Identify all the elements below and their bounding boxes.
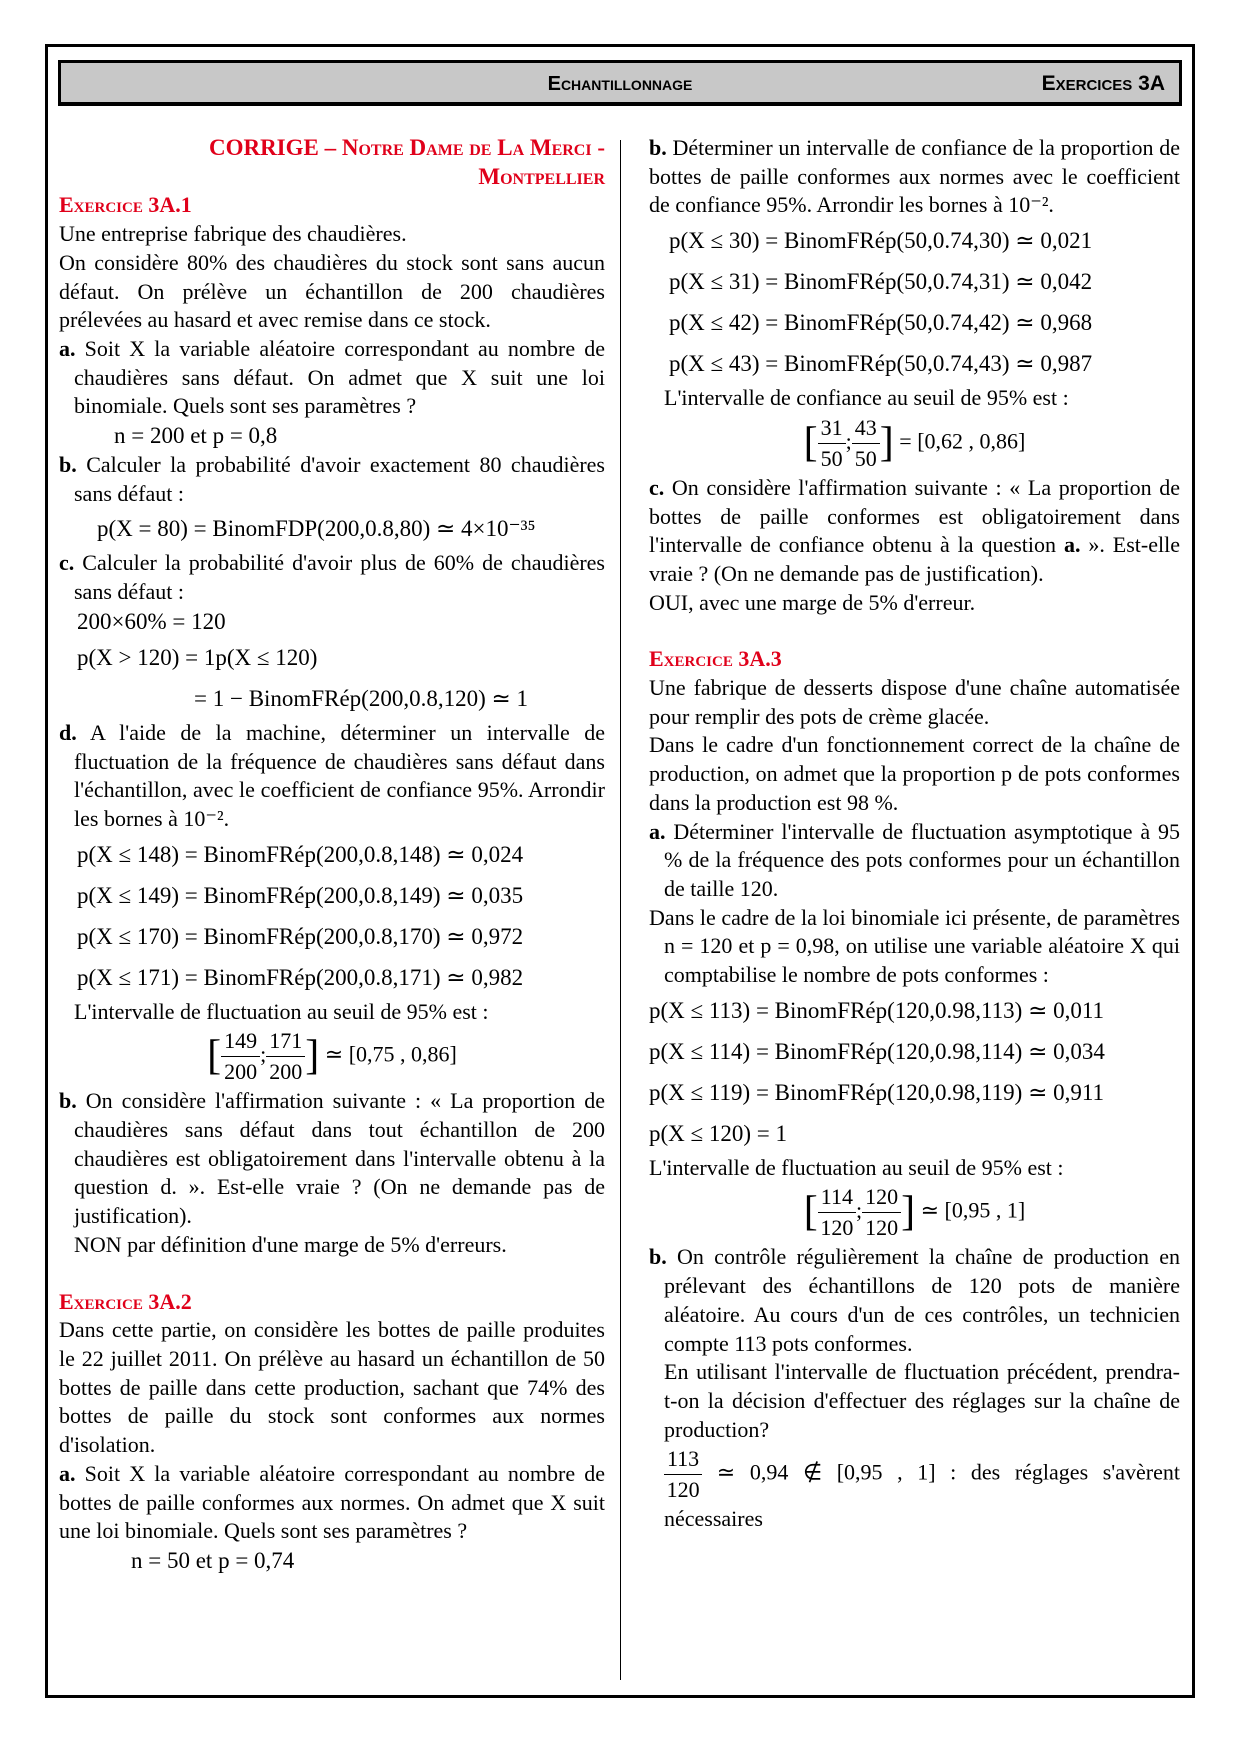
formula: p(X ≤ 149) = BinomFRép(200,0.8,149) ≃ 0,035 xyxy=(77,882,524,908)
denominator: 200 xyxy=(224,1059,258,1085)
left-column xyxy=(59,134,605,1576)
answer: OUI, avec une marge de 5% d'erreur. xyxy=(649,589,976,615)
paragraph: On considère 80% des chaudières du stock sont sans aucun défaut. On prélève un échantillon de 200 chaudières prélevées au hasard et avec remise dans ce stock. xyxy=(59,249,605,333)
header-chapter: Echantillonnage xyxy=(547,73,693,95)
answer xyxy=(649,1444,1180,1534)
right-column xyxy=(649,134,1180,1534)
label: b. xyxy=(59,452,77,478)
label: a. xyxy=(649,818,666,844)
question-text: Déterminer l'intervalle de fluctuation asymptotique à 95 % de la fréquence des pots conformes pour un échantillon de taille 120. xyxy=(664,818,1180,901)
exercise-heading: Exercice 3A.3 xyxy=(649,646,782,672)
interval-formula: [ $\frac{114}{120}$ ; $\frac{120}{120}$ ] ≃ [0,95 , 1] xyxy=(649,1182,1180,1243)
exercise-heading: Exercice 3A.2 xyxy=(59,1288,192,1314)
interval-formula: [ $\frac{149}{200}$ ; $\frac{171}{200}$ ] ≃ [0,75 , 0,86] xyxy=(59,1026,605,1087)
numerator: 149 xyxy=(221,1026,260,1057)
question-b xyxy=(59,451,605,508)
interval-result: = [0,62 , 0,86] xyxy=(899,428,1026,454)
question-text: Soit X la variable aléatoire correspondant au nombre de bottes de paille conformes aux normes. On admet que X suit une loi binomiale. Quels sont ses paramètres ? xyxy=(59,1460,605,1544)
paragraph: L'intervalle de confiance au seuil de 95% est : xyxy=(664,385,1069,411)
interval-result: ≃ [0,75 , 0,86] xyxy=(324,1041,457,1067)
answer: NON par définition d'une marge de 5% d'erreurs. xyxy=(74,1231,507,1257)
paragraph: L'intervalle de fluctuation au seuil de 95% est : xyxy=(74,998,489,1024)
formula: p(X ≤ 42) = BinomFRép(50,0.74,42) ≃ 0,968 xyxy=(669,310,1093,336)
question-c xyxy=(59,549,605,606)
label: a. xyxy=(59,335,76,361)
formula: = 1 − BinomFRép(200,0.8,120) ≃ 1 xyxy=(194,685,528,711)
denominator: 200 xyxy=(269,1059,303,1085)
interval-formula: [ $\frac{31}{50}$ ; $\frac{43}{50}$ ] = [0,62 , 0,86] xyxy=(649,413,1180,474)
question-text: On considère l'affirmation suivante : « La proportion de chaudières sans défaut dans tout échantillon de 200 chaudières est obligatoirement dans l'intervalle obtenu à la question d. ». Est-elle vraie ? (On ne demande pas de justification). xyxy=(74,1088,606,1229)
label: d. xyxy=(59,719,77,745)
question-e xyxy=(59,1087,605,1231)
formula: n = 200 et p = 0,8 xyxy=(114,423,278,449)
numerator: 43 xyxy=(852,413,880,444)
interval-result: ≃ [0,95 , 1] xyxy=(920,1198,1026,1224)
header-section: Exercices 3A xyxy=(1041,72,1165,95)
denominator: 120 xyxy=(865,1215,899,1241)
question-text: Calculer la probabilité d'avoir exactement 80 chaudières sans défaut : xyxy=(74,452,605,506)
question-text: Déterminer un intervalle de confiance de la proportion de bottes de paille conformes aux normes avec le coefficient de confiance 95%. Arrondir les bornes à 10⁻². xyxy=(649,135,1180,218)
question-text: On contrôle régulièrement la chaîne de production en prélevant des échantillons de 120 pots de manière aléatoire. Au cours d'un de ces contrôles, un technicien compte 113 pots conformes. xyxy=(664,1244,1180,1356)
numerator: 120 xyxy=(862,1182,901,1213)
formula: p(X > 120) = 1p(X ≤ 120) xyxy=(77,644,318,670)
denominator: 120 xyxy=(666,1477,700,1503)
numerator: 171 xyxy=(266,1026,305,1057)
question-ref: a. xyxy=(1063,532,1081,558)
paragraph: Une fabrique de desserts dispose d'une chaîne automatisée pour remplir des pots de crème glacée. xyxy=(649,675,1180,729)
formula: 200×60% = 120 xyxy=(77,608,226,634)
question-a xyxy=(59,1460,605,1546)
paragraph: Dans le cadre de la loi binomiale ici présente, de paramètres n = 120 et p = 0,98, on utilise une variable aléatoire X qui comptabilise le nombre de pots conformes : xyxy=(649,904,1180,988)
formula: p(X ≤ 171) = BinomFRép(200,0.8,171) ≃ 0,982 xyxy=(77,964,524,990)
page-header xyxy=(58,60,1182,106)
question-d xyxy=(59,719,605,834)
paragraph: Une entreprise fabrique des chaudières. xyxy=(59,221,407,247)
numerator: 114 xyxy=(818,1182,856,1213)
paragraph: En utilisant l'intervalle de fluctuation précédent, prendra-t-on la décision d'effectuer des réglages sur la chaîne de production? xyxy=(664,1359,1180,1442)
question-text: On considère l'affirmation suivante : « La proportion de bottes de paille conformes est obligatoirement dans l'intervalle de confiance obtenu à la question xyxy=(649,474,1181,558)
formula: p(X ≤ 170) = BinomFRép(200,0.8,170) ≃ 0,972 xyxy=(77,923,524,949)
question-a xyxy=(649,818,1180,904)
question-text: A l'aide de la machine, déterminer un intervalle de fluctuation de la fréquence de chaudières sans défaut dans l'échantillon, avec le coefficient de confiance 95%. Arrondir les bornes à 10⁻². xyxy=(74,719,605,831)
answer-text: ≃ 0,94 ∉ [0,95 , 1] : des réglages s'avèrent nécessaires xyxy=(664,1459,1180,1532)
formula: p(X ≤ 120) = 1 xyxy=(649,1120,788,1146)
formula: p(X ≤ 113) = BinomFRép(120,0.98,113) ≃ 0,011 xyxy=(649,997,1105,1023)
paragraph: L'intervalle de fluctuation au seuil de 95% est : xyxy=(649,1154,1064,1180)
formula: p(X = 80) = BinomFDP(200,0.8,80) ≃ 4×10⁻³⁵ xyxy=(97,516,536,542)
denominator: 120 xyxy=(820,1215,854,1241)
paragraph: Dans le cadre d'un fonctionnement correct de la chaîne de production, on admet que la proportion p de pots conformes dans la production est 98 %. xyxy=(649,732,1180,815)
question-text: Soit X la variable aléatoire correspondant au nombre de chaudières sans défaut. On admet que X suit une loi binomiale. Quels sont ses paramètres ? xyxy=(74,335,605,419)
formula: p(X ≤ 119) = BinomFRép(120,0.98,119) ≃ 0,911 xyxy=(649,1079,1105,1105)
formula: p(X ≤ 30) = BinomFRép(50,0.74,30) ≃ 0,021 xyxy=(669,228,1093,254)
exercise-heading: Exercice 3A.1 xyxy=(59,192,192,218)
column-divider xyxy=(620,140,621,1680)
question-b xyxy=(649,134,1180,220)
formula: n = 50 et p = 0,74 xyxy=(131,1547,295,1573)
denominator: 50 xyxy=(820,445,843,471)
label: b. xyxy=(649,1244,667,1270)
label: c. xyxy=(59,550,75,576)
doc-title: CORRIGE – Notre Dame de La Merci - xyxy=(208,135,605,160)
numerator: 31 xyxy=(818,413,846,444)
numerator: 113 xyxy=(664,1444,702,1475)
question-text: Calculer la probabilité d'avoir plus de 60% de chaudières sans défaut : xyxy=(74,550,605,605)
question-text: ». Est-elle vraie ? (On ne demande pas de justification). xyxy=(649,532,1180,586)
question-b xyxy=(649,1243,1180,1358)
denominator: 50 xyxy=(854,445,877,471)
label: c. xyxy=(649,474,665,500)
formula: p(X ≤ 43) = BinomFRép(50,0.74,43) ≃ 0,987 xyxy=(669,351,1093,377)
question-c xyxy=(649,474,1180,589)
formula: p(X ≤ 31) = BinomFRép(50,0.74,31) ≃ 0,042 xyxy=(669,269,1093,295)
label: b. xyxy=(649,135,667,160)
question-a xyxy=(59,335,605,421)
doc-title-2: Montpellier xyxy=(478,163,605,189)
label: b. xyxy=(59,1088,77,1114)
paragraph: Dans cette partie, on considère les bottes de paille produites le 22 juillet 2011. On prélève au hasard un échantillon de 50 bottes de paille dans cette production, sachant que 74% des bottes de paille du stock sont conformes aux normes d'isolation. xyxy=(59,1317,605,1458)
formula: p(X ≤ 148) = BinomFRép(200,0.8,148) ≃ 0,024 xyxy=(77,841,524,867)
formula: p(X ≤ 114) = BinomFRép(120,0.98,114) ≃ 0,034 xyxy=(649,1038,1105,1064)
label: a. xyxy=(59,1460,76,1486)
